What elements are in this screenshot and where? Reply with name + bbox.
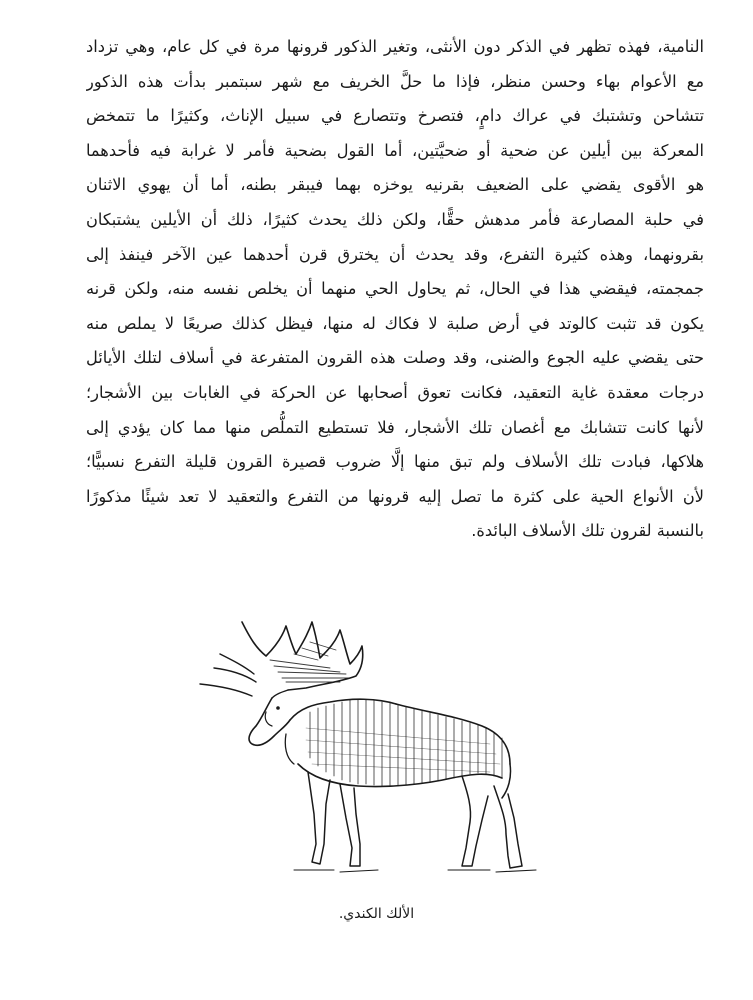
moose-illustration-icon	[190, 608, 570, 883]
figure-caption: الألك الكندي.	[338, 906, 415, 922]
text-line: لأن الأنواع الحية على كثرة ما تصل إليه قرونها من التفرع والتعقيد لا تعد شيئًا مذكورًا	[86, 486, 704, 506]
text-line: بقرونهما، وهذه كثيرة التفرع، وقد يحدث أن يخترق قرن أحدهما عين الآخر فينفذ إلى	[86, 244, 704, 264]
text-line: تتشاحن وتشتبك في عراك دامٍ، فتصرخ وتتصارع في سبيل الإناث، وكثيرًا ما تتمخض	[86, 106, 704, 126]
text-line: جمجمته، فيقضي هذا في الحال، ثم يحاول الحي منهما أن يخلص نفسه منه، ولكن قرنه	[86, 279, 704, 299]
back	[396, 704, 510, 764]
front-leg	[340, 784, 360, 866]
text-line: يكون قد تثبت كالوتد في أرض صلبة لا فكاك له منها، فيظل كذلك صريعًا لا يملص منه	[86, 313, 704, 333]
text-line: بالنسبة لقرون تلك الأسلاف البائدة.	[471, 521, 704, 541]
text-line: هو الأقوى يقضي على الضعيف بقرنيه يوخزه بهما فيبقر بطنه، أما أن يهوي الاثنان	[86, 175, 704, 195]
text-line: مع الأعوام بهاء وحسن منظر، فإذا ما حلَّ الخريف مع شهر سبتمبر بدأت هذه الذكور	[86, 71, 704, 91]
ground	[294, 870, 536, 872]
hind-leg	[494, 786, 522, 868]
neck	[290, 699, 396, 720]
text-line: هلاكها، فبادت تلك الأسلاف ولم تبق منها إلَّا ضروب قصيرة القرون قليلة التفرع نسبيًّا؛	[86, 452, 704, 472]
text-line: حتى يقضي عليه الجوع والضنى، وقد وصلت هذه القرون المتفرعة في أسلاف لتلك الأيائل	[86, 348, 704, 368]
head	[249, 698, 290, 745]
hind-leg	[462, 776, 488, 866]
belly	[298, 764, 502, 787]
text-line: لأنها كانت تتشابك مع أغصان تلك الأشجار، فلا تستطيع التملُّص منها مما كان يؤدي إلى	[86, 417, 704, 437]
body-text	[86, 30, 704, 549]
text-line: المعركة بين أيلين عن ضحية أو ضحيَّتين، أما القول بضحية فأمر لا غرابة فيه فأحدهما	[86, 140, 704, 160]
text-line: درجات معقدة غاية التعقيد، فكانت تعوق أصحابها عن الحركة في الغابات بين الأشجار؛	[86, 382, 704, 402]
text-line: في حلبة المصارعة فأمر مدهش حقًّا، ولكن ذلك يحدث كثيرًا، ذلك أن الأيلين يشتبكان	[86, 209, 704, 229]
text-line: النامية، فهذه تظهر في الذكر دون الأنثى، وتغير الذكور قرونها مرة في كل عام، وهي تزداد	[86, 37, 704, 56]
front-leg	[308, 772, 330, 864]
